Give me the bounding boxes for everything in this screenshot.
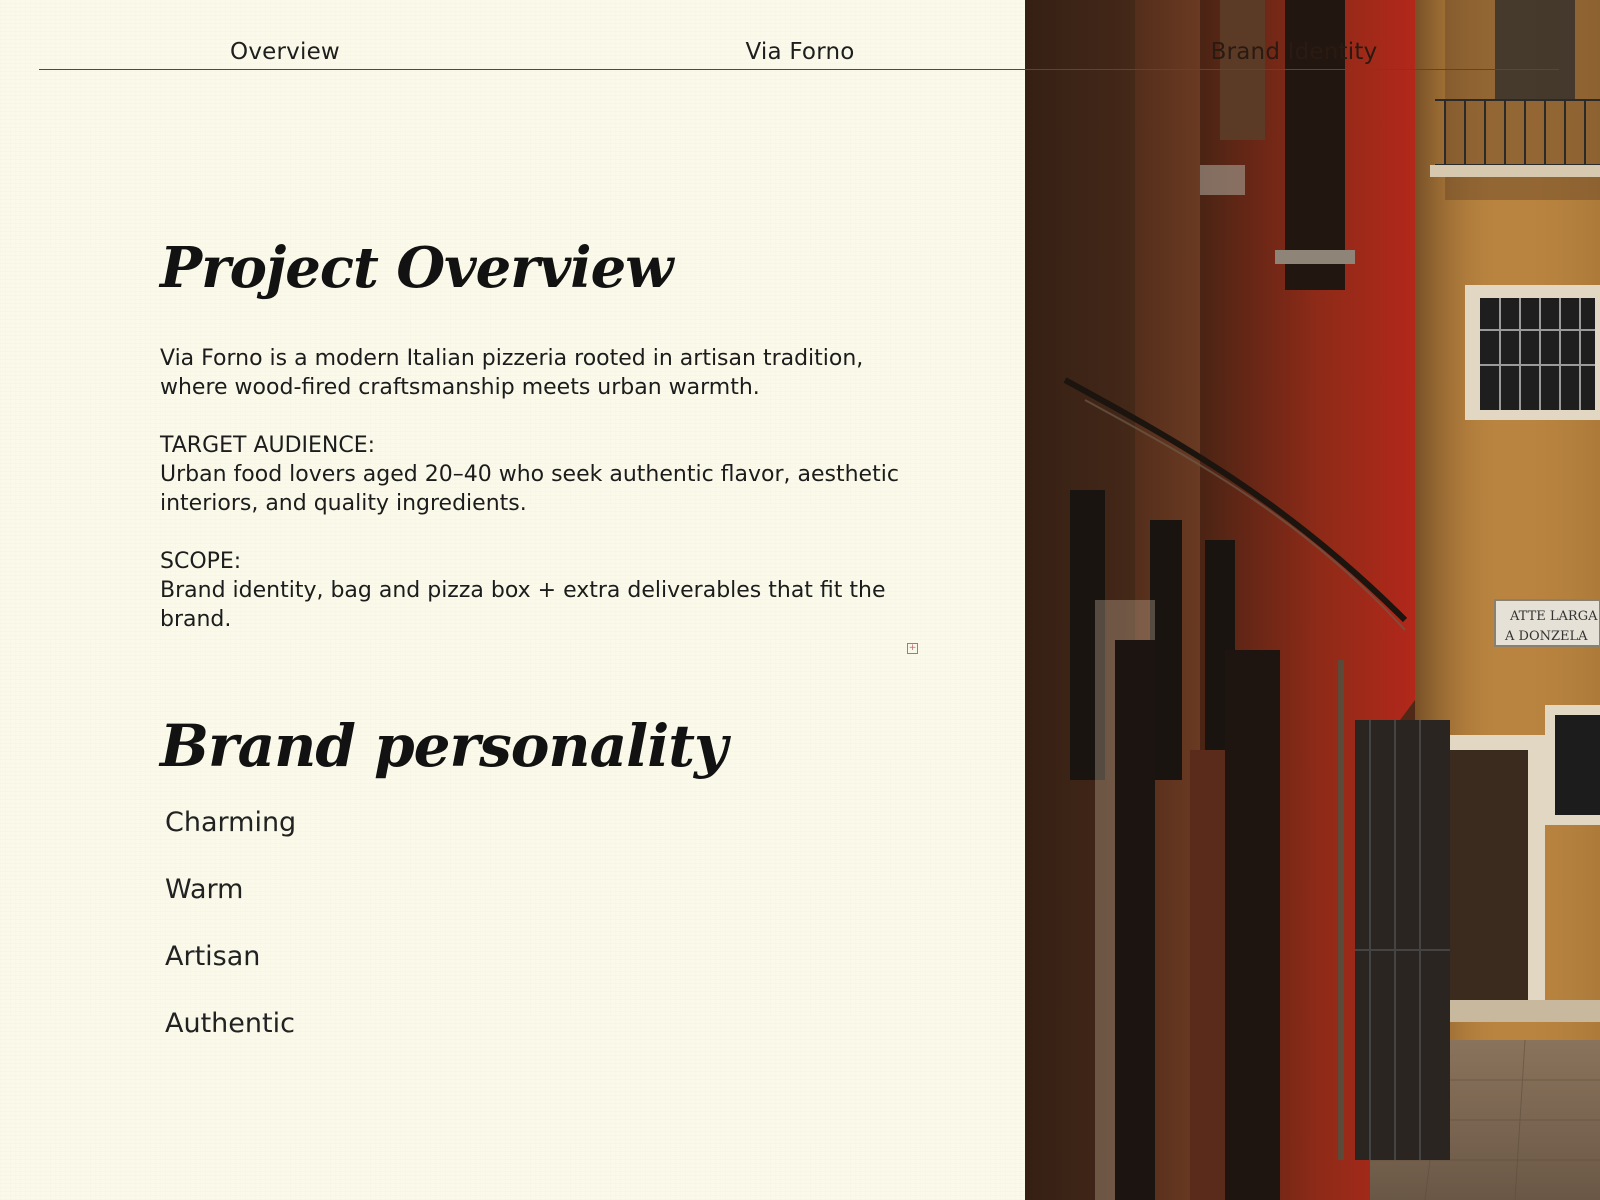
- nav-item-via-forno[interactable]: Via Forno: [745, 39, 855, 65]
- trait-item: Warm: [165, 874, 244, 905]
- scope-label: SCOPE:: [160, 549, 242, 574]
- nav-divider: [39, 69, 1559, 70]
- target-audience-text: Urban food lovers aged 20–40 who seek authentic flavor, aesthetic interiors, and quality ingredients.: [160, 462, 899, 516]
- brand-personality-heading: Brand personality: [160, 712, 727, 780]
- trait-item: Authentic: [165, 1008, 295, 1039]
- street-sign-line1: ATTE LARGA: [1510, 609, 1598, 624]
- trait-item: Charming: [165, 807, 297, 838]
- personality-traits-list: [165, 806, 296, 1074]
- overview-intro: Via Forno is a modern Italian pizzeria rooted in artisan tradition, where wood-fired craftsmanship meets urban warmth.: [160, 346, 864, 400]
- target-audience-label: TARGET AUDIENCE:: [160, 433, 376, 458]
- scope-text: Brand identity, bag and pizza box + extra deliverables that fit the brand.: [160, 578, 886, 632]
- trait-item: Artisan: [165, 941, 261, 972]
- overview-body: [160, 344, 920, 634]
- project-overview-heading: Project Overview: [160, 235, 673, 301]
- nav-item-brand-identity[interactable]: Brand Identity: [1210, 39, 1378, 65]
- street-photo: [1025, 0, 1600, 1200]
- top-nav: [0, 0, 1600, 72]
- street-sign-line2: A DONZELA: [1505, 629, 1588, 644]
- nav-item-overview[interactable]: Overview: [230, 39, 340, 65]
- anchor-handle-icon[interactable]: +: [908, 643, 917, 653]
